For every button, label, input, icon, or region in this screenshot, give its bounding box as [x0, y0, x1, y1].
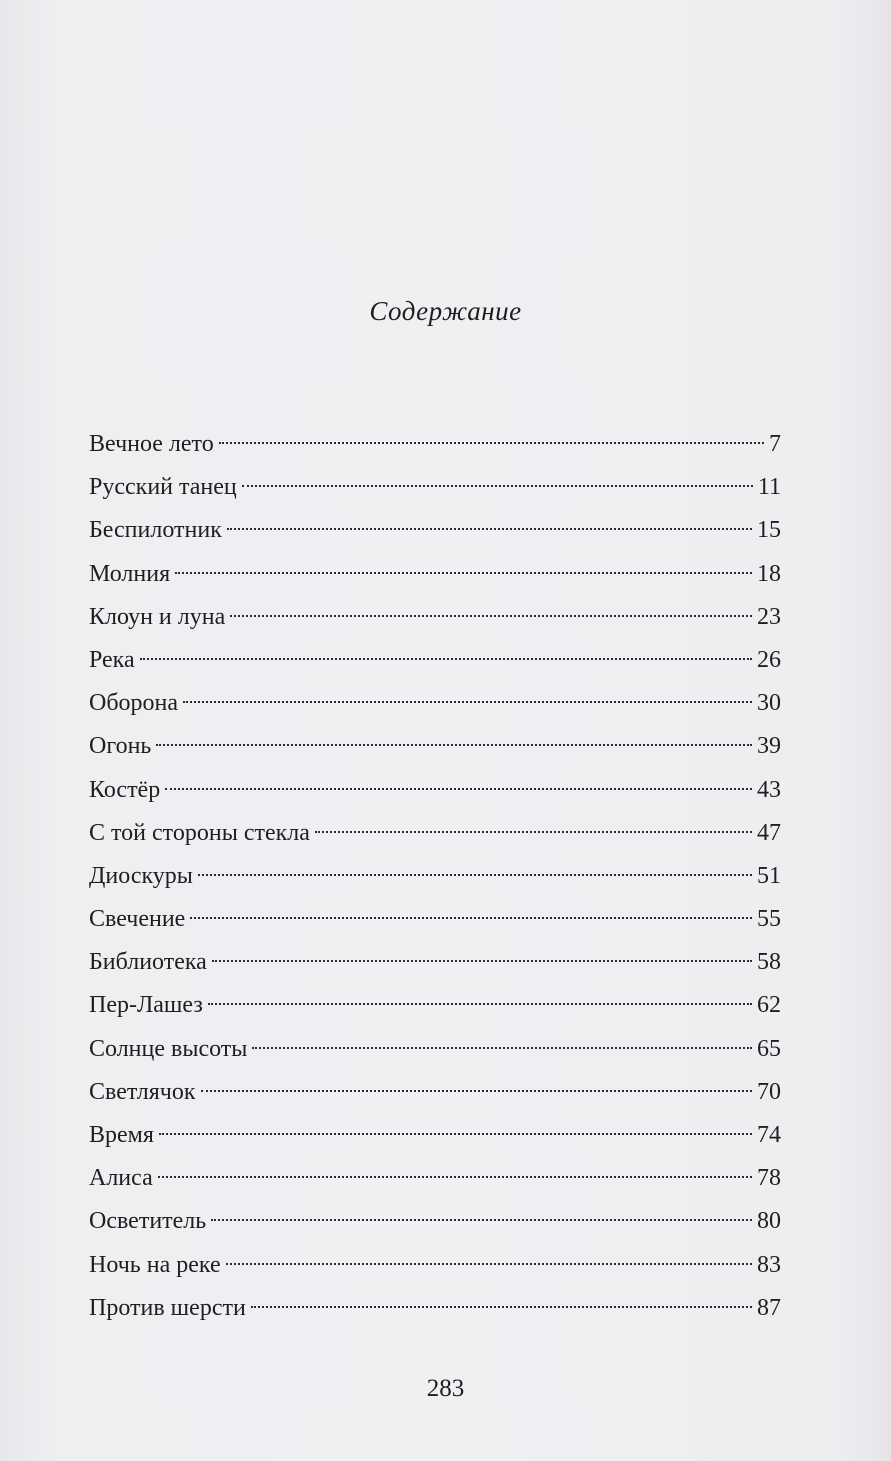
- dot-leader: [183, 701, 752, 703]
- toc-entry-page: 55: [757, 906, 781, 933]
- toc-entry-title: Солнце высоты: [89, 1035, 248, 1062]
- toc-entry: [89, 423, 781, 466]
- toc-entry-title: Молния: [89, 560, 171, 587]
- toc-entry: [89, 1157, 781, 1200]
- toc-entry-page: 70: [757, 1078, 781, 1105]
- toc-entry: [89, 1071, 781, 1114]
- toc-entry: [89, 682, 781, 725]
- toc-entry-page: 87: [757, 1294, 781, 1321]
- toc-entry: [89, 1028, 781, 1071]
- dot-leader: [212, 960, 752, 962]
- toc-entry-page: 78: [757, 1165, 781, 1192]
- toc-entry-page: 83: [757, 1251, 781, 1278]
- toc-entry-title: Против шерсти: [89, 1294, 246, 1321]
- toc-entry: [89, 898, 781, 941]
- dot-leader: [190, 917, 752, 919]
- table-of-contents: [89, 423, 781, 1330]
- toc-entry-title: Алиса: [89, 1165, 153, 1192]
- toc-entry-title: Библиотека: [89, 949, 207, 976]
- toc-entry-page: 51: [757, 862, 781, 889]
- toc-entry-title: Осветитель: [89, 1208, 207, 1235]
- toc-entry: [89, 769, 781, 812]
- dot-leader: [208, 1003, 752, 1005]
- toc-entry: [89, 1200, 781, 1243]
- toc-entry-title: Огонь: [89, 733, 152, 760]
- toc-entry: [89, 596, 781, 639]
- toc-entry-page: 26: [757, 646, 781, 673]
- toc-entry-title: Беспилотник: [89, 517, 222, 544]
- toc-entry-title: Вечное лето: [89, 431, 214, 457]
- toc-entry-page: 18: [757, 560, 781, 587]
- toc-entry-page: 39: [757, 733, 781, 760]
- toc-entry: [89, 466, 781, 509]
- toc-entry-title: Свечение: [89, 906, 186, 933]
- toc-entry: [89, 855, 781, 898]
- toc-entry: [89, 1287, 781, 1330]
- toc-entry: [89, 639, 781, 682]
- toc-entry: [89, 553, 781, 596]
- dot-leader: [158, 1176, 752, 1178]
- dot-leader: [227, 528, 752, 530]
- toc-entry: [89, 1244, 781, 1287]
- toc-entry-title: Диоскуры: [89, 862, 193, 889]
- dot-leader: [140, 658, 752, 660]
- toc-entry-title: С той стороны стекла: [89, 819, 310, 846]
- toc-entry-title: Русский танец: [89, 474, 237, 501]
- toc-entry-page: 47: [757, 819, 781, 846]
- page-title: Содержание: [369, 296, 522, 326]
- dot-leader: [252, 1047, 752, 1049]
- toc-entry: [89, 1114, 781, 1157]
- toc-entry-page: 62: [757, 992, 781, 1019]
- toc-entry-page: 7: [769, 431, 781, 457]
- toc-entry-page: 43: [757, 776, 781, 803]
- toc-entry-title: Ночь на реке: [89, 1251, 221, 1278]
- dot-leader: [251, 1306, 752, 1308]
- dot-leader: [175, 572, 752, 574]
- dot-leader: [198, 874, 752, 876]
- toc-entry: [89, 509, 781, 552]
- toc-entry-page: 80: [757, 1208, 781, 1235]
- toc-entry-page: 74: [757, 1122, 781, 1148]
- toc-entry-page: 23: [757, 603, 781, 630]
- dot-leader: [211, 1219, 752, 1221]
- dot-leader: [201, 1090, 753, 1092]
- dot-leader: [226, 1263, 752, 1265]
- toc-entry-title: Река: [89, 646, 135, 673]
- toc-entry-title: Пер-Лашез: [89, 992, 203, 1019]
- toc-entry-title: Костёр: [89, 776, 161, 803]
- dot-leader: [230, 615, 752, 617]
- toc-entry: [89, 725, 781, 768]
- toc-entry-page: 30: [757, 690, 781, 717]
- toc-entry-title: Светлячок: [89, 1078, 196, 1105]
- toc-entry: [89, 984, 781, 1027]
- page-number: 283: [426, 1375, 465, 1402]
- toc-entry-page: 15: [757, 517, 781, 544]
- dot-leader: [159, 1133, 752, 1135]
- toc-entry-page: 65: [757, 1035, 781, 1062]
- dot-leader: [315, 831, 752, 833]
- toc-entry: [89, 812, 781, 855]
- dot-leader: [165, 788, 752, 790]
- bleed-through-decoration: [70, 55, 790, 98]
- toc-entry: [89, 941, 781, 984]
- dot-leader: [219, 442, 764, 444]
- toc-entry-title: Оборона: [89, 690, 179, 717]
- dot-leader: [156, 744, 752, 746]
- toc-entry-page: 11: [757, 474, 781, 501]
- dot-leader: [242, 485, 753, 487]
- toc-entry-title: Время: [89, 1122, 154, 1148]
- toc-entry-title: Клоун и луна: [89, 603, 226, 630]
- toc-entry-page: 58: [757, 949, 781, 976]
